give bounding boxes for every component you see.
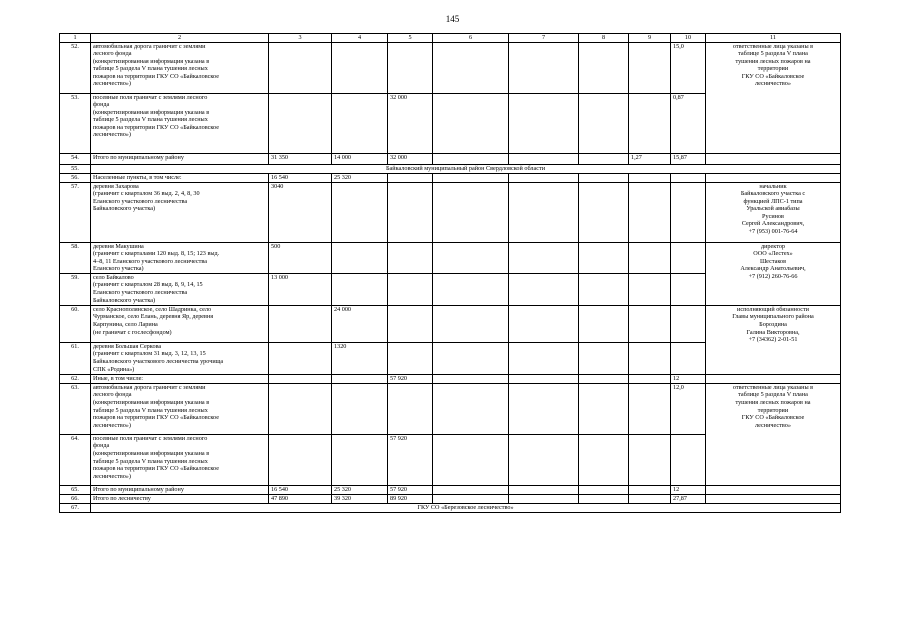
row-number: 66. [60, 494, 91, 503]
row-number: 55. [60, 164, 91, 173]
cell-c7 [509, 434, 579, 485]
cell-c9 [629, 242, 671, 273]
responsible-contact: директор ООО «Лестех» Шестаков Александр Анатольевич, +7 (912) 260-76-66 [706, 242, 841, 305]
cell-c5 [388, 342, 433, 374]
cell-c8 [579, 273, 629, 305]
cell-c8 [579, 434, 629, 485]
row-number: 60. [60, 305, 91, 342]
header-cell: 10 [671, 34, 706, 43]
cell-c4: 39 320 [332, 494, 388, 503]
row-description: Итого по муниципальному району [91, 485, 269, 494]
row-description: Итого по лесничеству [91, 494, 269, 503]
cell-c7 [509, 242, 579, 273]
table-row [60, 164, 841, 173]
row-number: 54. [60, 153, 91, 164]
row-description: село Байкалово (граничит с кварталом 28 выд. 8, 9, 14, 15 Еланского участкового лесничества Байкаловского участка) [91, 273, 269, 305]
header-cell: 11 [706, 34, 841, 43]
cell-c6 [433, 42, 509, 93]
row-description: село Краснополянское, село Шадринка, село Чурманское, село Елань, деревня Яр, деревня Карпунина, село Ларина (не граничат с гослесфондом) [91, 305, 269, 342]
cell-c6 [433, 383, 509, 434]
row-description: Населенные пункты, в том числе: [91, 173, 269, 182]
cell-c4 [332, 434, 388, 485]
cell-c8 [579, 153, 629, 164]
table-row [60, 383, 841, 434]
row-description: автомобильная дорога граничит с землями лесного фонда (конкретизированная информация указана в таблице 5 раздела V плана тушения лесных пожаров на территории ГКУ СО «Байкаловское лесничество») [91, 383, 269, 434]
cell-c3: 16 540 [269, 485, 332, 494]
cell-c5: 57 920 [388, 434, 433, 485]
cell-c9 [629, 374, 671, 383]
cell-c10 [671, 182, 706, 242]
cell-c3: 13 000 [269, 273, 332, 305]
cell-c6 [433, 93, 509, 153]
cell-c10: 12 [671, 374, 706, 383]
cell-c3 [269, 93, 332, 153]
table-row [60, 305, 841, 342]
row-description: Иные, в том числе: [91, 374, 269, 383]
cell-c7 [509, 485, 579, 494]
cell-c10 [671, 434, 706, 485]
cell-c5 [388, 42, 433, 93]
cell-c6 [433, 153, 509, 164]
cell-c7 [509, 93, 579, 153]
cell-c6 [433, 494, 509, 503]
cell-c5 [388, 383, 433, 434]
cell-c10 [671, 342, 706, 374]
cell-c7 [509, 173, 579, 182]
row-number: 58. [60, 242, 91, 273]
table-row [60, 153, 841, 164]
cell-c8 [579, 93, 629, 153]
cell-c8 [579, 342, 629, 374]
cell-c10: 12,0 [671, 383, 706, 434]
responsible-contact: ответственные лица указаны в таблице 5 раздела V плана тушения лесных пожаров на территории ГКУ СО «Байкаловское лесничество» [706, 42, 841, 153]
cell-c7 [509, 383, 579, 434]
cell-c4 [332, 242, 388, 273]
row-number: 57. [60, 182, 91, 242]
cell-c9 [629, 173, 671, 182]
cell-c9 [629, 305, 671, 342]
cell-c4 [332, 273, 388, 305]
cell-c4: 1320 [332, 342, 388, 374]
cell-c7 [509, 342, 579, 374]
cell-c6 [433, 273, 509, 305]
responsible-contact [706, 494, 841, 503]
table-row [60, 485, 841, 494]
cell-c4 [332, 93, 388, 153]
cell-c10: 12 [671, 485, 706, 494]
cell-c4: 14 000 [332, 153, 388, 164]
cell-c7 [509, 42, 579, 93]
cell-c4: 25 320 [332, 173, 388, 182]
cell-c9 [629, 383, 671, 434]
cell-c6 [433, 434, 509, 485]
cell-c3 [269, 42, 332, 93]
cell-c3 [269, 374, 332, 383]
cell-c4 [332, 374, 388, 383]
cell-c4 [332, 383, 388, 434]
cell-c5 [388, 182, 433, 242]
responsible-contact: ответственные лица указаны в таблице 5 раздела V плана тушения лесных пожаров на территории ГКУ СО «Байкаловское лесничество» [706, 383, 841, 485]
header-cell: 7 [509, 34, 579, 43]
header-cell: 4 [332, 34, 388, 43]
row-number: 63. [60, 383, 91, 434]
cell-c5 [388, 242, 433, 273]
row-description: деревня Захарова (граничит с кварталом 36 выд. 2, 4, 8, 30 Еланского участкового лесничества Байкаловского участка) [91, 182, 269, 242]
cell-c9 [629, 42, 671, 93]
table-row [60, 494, 841, 503]
section-title: Байкаловский муниципальный район Свердловской области [91, 164, 841, 173]
header-cell: 6 [433, 34, 509, 43]
cell-c10 [671, 242, 706, 273]
row-number: 62. [60, 374, 91, 383]
row-description: Итого по муниципальному району [91, 153, 269, 164]
cell-c6 [433, 242, 509, 273]
cell-c5 [388, 173, 433, 182]
table-row [60, 503, 841, 512]
row-description: посевные поля граничат с землями лесного фонда (конкретизированная информация указана в таблице 5 раздела V плана тушения лесных пожаров на территории ГКУ СО «Байкаловское лесничество») [91, 93, 269, 153]
cell-c8 [579, 374, 629, 383]
table-row [60, 374, 841, 383]
row-number: 64. [60, 434, 91, 485]
table-row [60, 173, 841, 182]
cell-c9 [629, 93, 671, 153]
responsible-contact [706, 153, 841, 164]
row-number: 53. [60, 93, 91, 153]
cell-c5: 32 000 [388, 93, 433, 153]
cell-c7 [509, 273, 579, 305]
cell-c3 [269, 434, 332, 485]
cell-c8 [579, 485, 629, 494]
responsible-contact [706, 374, 841, 383]
cell-c10: 15,0 [671, 42, 706, 93]
cell-c3: 16 540 [269, 173, 332, 182]
cell-c7 [509, 182, 579, 242]
cell-c7 [509, 494, 579, 503]
cell-c3 [269, 383, 332, 434]
cell-c3: 500 [269, 242, 332, 273]
cell-c9 [629, 182, 671, 242]
cell-c5 [388, 273, 433, 305]
responsible-contact [706, 173, 841, 182]
cell-c7 [509, 374, 579, 383]
cell-c10: 27,87 [671, 494, 706, 503]
row-number: 67. [60, 503, 91, 512]
header-cell: 2 [91, 34, 269, 43]
row-number: 52. [60, 42, 91, 93]
cell-c7 [509, 153, 579, 164]
cell-c9 [629, 494, 671, 503]
cell-c7 [509, 305, 579, 342]
cell-c9 [629, 434, 671, 485]
cell-c8 [579, 242, 629, 273]
cell-c9 [629, 485, 671, 494]
header-cell: 9 [629, 34, 671, 43]
cell-c5 [388, 305, 433, 342]
cell-c3: 47 890 [269, 494, 332, 503]
cell-c10: 0,87 [671, 93, 706, 153]
table-row [60, 242, 841, 273]
cell-c8 [579, 42, 629, 93]
cell-c8 [579, 383, 629, 434]
forest-fire-table [59, 33, 841, 513]
cell-c6 [433, 342, 509, 374]
cell-c8 [579, 305, 629, 342]
row-description: деревня Большая Серкова (граничит с кварталом 31 выд. 3, 12, 13, 15 Байкаловского участкового лесничества урочища СПК «Родина») [91, 342, 269, 374]
row-number: 61. [60, 342, 91, 374]
cell-c10 [671, 273, 706, 305]
row-number: 65. [60, 485, 91, 494]
cell-c9 [629, 342, 671, 374]
cell-c4: 24 000 [332, 305, 388, 342]
header-cell: 1 [60, 34, 91, 43]
cell-c8 [579, 182, 629, 242]
header-cell: 8 [579, 34, 629, 43]
row-number: 56. [60, 173, 91, 182]
table-row [60, 182, 841, 242]
cell-c3 [269, 305, 332, 342]
page-number: 145 [445, 14, 460, 24]
cell-c5: 57 920 [388, 374, 433, 383]
cell-c6 [433, 182, 509, 242]
row-number: 59. [60, 273, 91, 305]
table-row [60, 42, 841, 93]
responsible-contact: исполняющий обязанности Главы муниципального района Бороздина Галина Викторовна, +7 (34362) 2-01-51 [706, 305, 841, 374]
cell-c6 [433, 374, 509, 383]
header-row [60, 34, 841, 43]
responsible-contact: начальник Байкаловского участка с функцией ЛПС-1 типа Уральской авиабазы Русинов Сергей Александрович, +7 (953) 001-76-64 [706, 182, 841, 242]
cell-c6 [433, 305, 509, 342]
header-cell: 3 [269, 34, 332, 43]
cell-c4 [332, 42, 388, 93]
cell-c9 [629, 273, 671, 305]
cell-c5: 89 920 [388, 494, 433, 503]
cell-c9: 1,27 [629, 153, 671, 164]
cell-c3 [269, 342, 332, 374]
cell-c6 [433, 173, 509, 182]
row-description: автомобильная дорога граничит с землями лесного фонда (конкретизированная информация указана в таблице 5 раздела V плана тушения лесных пожаров на территории ГКУ СО «Байкаловское лесничество») [91, 42, 269, 93]
section-title: ГКУ СО «Березовское лесничество» [91, 503, 841, 512]
cell-c8 [579, 494, 629, 503]
responsible-contact [706, 485, 841, 494]
cell-c5: 32 000 [388, 153, 433, 164]
cell-c5: 57 920 [388, 485, 433, 494]
cell-c10 [671, 305, 706, 342]
cell-c10: 15,87 [671, 153, 706, 164]
cell-c4 [332, 182, 388, 242]
row-description: деревня Макушина (граничит с кварталами 120 выд. 8, 15; 123 выд. 4–8, 11 Еланского участкового лесничества Еланского участка) [91, 242, 269, 273]
header-cell: 5 [388, 34, 433, 43]
cell-c4: 25 320 [332, 485, 388, 494]
cell-c6 [433, 485, 509, 494]
cell-c3: 3040 [269, 182, 332, 242]
cell-c8 [579, 173, 629, 182]
row-description: посевные поля граничат с землями лесного фонда (конкретизированная информация указана в таблице 5 раздела V плана тушения лесных пожаров на территории ГКУ СО «Байкаловское лесничество») [91, 434, 269, 485]
cell-c10 [671, 173, 706, 182]
cell-c3: 31 350 [269, 153, 332, 164]
